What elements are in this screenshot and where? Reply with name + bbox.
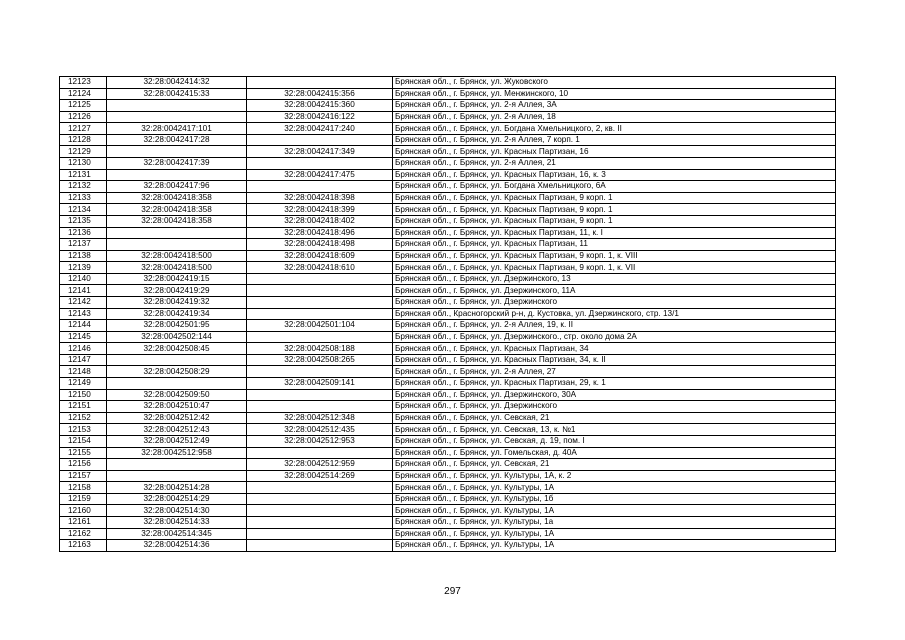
cadastral-number-cell: 32:28:0042419:29: [107, 285, 247, 297]
row-number-cell: 12153: [60, 424, 107, 436]
related-cadastral-number-cell: [247, 516, 393, 528]
table-row: [60, 412, 836, 424]
table-row: [60, 435, 836, 447]
address-cell: Брянская обл., г. Брянск, ул. 2-я Аллея, 19, к. II: [393, 320, 836, 332]
related-cadastral-number-cell: 32:28:0042508:265: [247, 354, 393, 366]
cadastral-table: [59, 76, 836, 552]
cadastral-number-cell: 32:28:0042417:39: [107, 158, 247, 170]
table-row: [60, 262, 836, 274]
row-number-cell: 12125: [60, 100, 107, 112]
address-cell: Брянская обл., г. Брянск, ул. Дзержинского, 11А: [393, 285, 836, 297]
related-cadastral-number-cell: [247, 389, 393, 401]
row-number-cell: 12134: [60, 204, 107, 216]
address-cell: Брянская обл., г. Брянск, ул. Культуры, 1А: [393, 540, 836, 552]
address-cell: Брянская обл., г. Брянск, ул. Культуры, 1А: [393, 482, 836, 494]
address-cell: Брянская обл., г. Брянск, ул. Красных Партизан, 16: [393, 146, 836, 158]
row-number-cell: 12127: [60, 123, 107, 135]
table-body: [60, 77, 836, 552]
row-number-cell: 12142: [60, 296, 107, 308]
row-number-cell: 12147: [60, 354, 107, 366]
row-number-cell: 12128: [60, 134, 107, 146]
cadastral-number-cell: [107, 169, 247, 181]
cadastral-number-cell: 32:28:0042514:28: [107, 482, 247, 494]
cadastral-number-cell: 32:28:0042414:32: [107, 77, 247, 89]
row-number-cell: 12135: [60, 215, 107, 227]
cadastral-number-cell: 32:28:0042512:43: [107, 424, 247, 436]
address-cell: Брянская обл., г. Брянск, ул. Красных Партизан, 11: [393, 239, 836, 251]
table-row: [60, 424, 836, 436]
table-row: [60, 134, 836, 146]
related-cadastral-number-cell: 32:28:0042415:356: [247, 88, 393, 100]
table-row: [60, 308, 836, 320]
cadastral-number-cell: 32:28:0042512:49: [107, 435, 247, 447]
page-number: 297: [444, 586, 461, 597]
cadastral-number-cell: 32:28:0042514:29: [107, 493, 247, 505]
address-cell: Брянская обл., г. Брянск, ул. Культуры, 1А: [393, 528, 836, 540]
related-cadastral-number-cell: 32:28:0042418:498: [247, 239, 393, 251]
cadastral-number-cell: 32:28:0042508:45: [107, 343, 247, 355]
cadastral-number-cell: [107, 239, 247, 251]
cadastral-number-cell: 32:28:0042514:30: [107, 505, 247, 517]
address-cell: Брянская обл., г. Брянск, ул. 2-я Аллея, 7 корп. 1: [393, 134, 836, 146]
row-number-cell: 12141: [60, 285, 107, 297]
row-number-cell: 12150: [60, 389, 107, 401]
table-row: [60, 100, 836, 112]
address-cell: Брянская обл., г. Брянск, ул. Красных Партизан, 34, к. II: [393, 354, 836, 366]
table-row: [60, 204, 836, 216]
address-cell: Брянская обл., г. Брянск, ул. Красных Партизан, 11, к. I: [393, 227, 836, 239]
table-row: [60, 123, 836, 135]
related-cadastral-number-cell: [247, 528, 393, 540]
cadastral-number-cell: [107, 378, 247, 390]
row-number-cell: 12129: [60, 146, 107, 158]
row-number-cell: 12157: [60, 470, 107, 482]
row-number-cell: 12158: [60, 482, 107, 494]
row-number-cell: 12163: [60, 540, 107, 552]
table-row: [60, 77, 836, 89]
related-cadastral-number-cell: 32:28:0042512:435: [247, 424, 393, 436]
table-row: [60, 528, 836, 540]
table-row: [60, 401, 836, 413]
related-cadastral-number-cell: [247, 308, 393, 320]
cadastral-number-cell: [107, 111, 247, 123]
table-row: [60, 239, 836, 251]
address-cell: Брянская обл., г. Брянск, ул. Менжинского, 10: [393, 88, 836, 100]
table-row: [60, 88, 836, 100]
row-number-cell: 12161: [60, 516, 107, 528]
address-cell: Брянская обл., г. Брянск, ул. Красных Партизан, 9 корп. 1, к. VIII: [393, 250, 836, 262]
address-cell: Брянская обл., Красногорский р-н, д. Кустовка, ул. Дзержинского, стр. 13/1: [393, 308, 836, 320]
address-cell: Брянская обл., г. Брянск, ул. Культуры, 1А, к. 2: [393, 470, 836, 482]
related-cadastral-number-cell: 32:28:0042512:348: [247, 412, 393, 424]
cadastral-number-cell: 32:28:0042418:358: [107, 204, 247, 216]
related-cadastral-number-cell: 32:28:0042418:402: [247, 215, 393, 227]
cadastral-number-cell: 32:28:0042514:345: [107, 528, 247, 540]
related-cadastral-number-cell: 32:28:0042512:953: [247, 435, 393, 447]
address-cell: Брянская обл., г. Брянск, ул. Красных Партизан, 9 корп. 1: [393, 192, 836, 204]
related-cadastral-number-cell: [247, 181, 393, 193]
cadastral-number-cell: 32:28:0042418:358: [107, 192, 247, 204]
row-number-cell: 12149: [60, 378, 107, 390]
cadastral-number-cell: [107, 470, 247, 482]
related-cadastral-number-cell: [247, 366, 393, 378]
table-row: [60, 343, 836, 355]
table-row: [60, 192, 836, 204]
address-cell: Брянская обл., г. Брянск, ул. Севская, 13, к. №1: [393, 424, 836, 436]
row-number-cell: 12151: [60, 401, 107, 413]
row-number-cell: 12132: [60, 181, 107, 193]
cadastral-number-cell: 32:28:0042418:500: [107, 250, 247, 262]
cadastral-number-cell: 32:28:0042418:500: [107, 262, 247, 274]
row-number-cell: 12160: [60, 505, 107, 517]
table-row: [60, 250, 836, 262]
related-cadastral-number-cell: [247, 401, 393, 413]
address-cell: Брянская обл., г. Брянск, ул. 2-я Аллея, 18: [393, 111, 836, 123]
address-cell: Брянская обл., г. Брянск, ул. Дзержинского, 30А: [393, 389, 836, 401]
related-cadastral-number-cell: [247, 158, 393, 170]
row-number-cell: 12159: [60, 493, 107, 505]
row-number-cell: 12145: [60, 331, 107, 343]
cadastral-number-cell: 32:28:0042509:50: [107, 389, 247, 401]
table-row: [60, 227, 836, 239]
related-cadastral-number-cell: [247, 540, 393, 552]
cadastral-number-cell: 32:28:0042508:29: [107, 366, 247, 378]
cadastral-number-cell: 32:28:0042514:36: [107, 540, 247, 552]
row-number-cell: 12156: [60, 459, 107, 471]
table-row: [60, 169, 836, 181]
table-row: [60, 111, 836, 123]
row-number-cell: 12162: [60, 528, 107, 540]
related-cadastral-number-cell: 32:28:0042508:188: [247, 343, 393, 355]
address-cell: Брянская обл., г. Брянск, ул. Красных Партизан, 9 корп. 1, к. VII: [393, 262, 836, 274]
related-cadastral-number-cell: 32:28:0042501:104: [247, 320, 393, 332]
row-number-cell: 12133: [60, 192, 107, 204]
related-cadastral-number-cell: 32:28:0042418:398: [247, 192, 393, 204]
related-cadastral-number-cell: 32:28:0042417:240: [247, 123, 393, 135]
row-number-cell: 12154: [60, 435, 107, 447]
table-row: [60, 146, 836, 158]
address-cell: Брянская обл., г. Брянск, ул. 2-я Аллея, 27: [393, 366, 836, 378]
table-row: [60, 482, 836, 494]
related-cadastral-number-cell: [247, 447, 393, 459]
related-cadastral-number-cell: 32:28:0042418:610: [247, 262, 393, 274]
address-cell: Брянская обл., г. Брянск, ул. Жуковского: [393, 77, 836, 89]
related-cadastral-number-cell: [247, 273, 393, 285]
row-number-cell: 12138: [60, 250, 107, 262]
cadastral-number-cell: 32:28:0042510:47: [107, 401, 247, 413]
table-row: [60, 273, 836, 285]
cadastral-number-cell: 32:28:0042512:42: [107, 412, 247, 424]
cadastral-number-cell: [107, 459, 247, 471]
related-cadastral-number-cell: [247, 77, 393, 89]
row-number-cell: 12126: [60, 111, 107, 123]
address-cell: Брянская обл., г. Брянск, ул. Богдана Хмельницкого, 2, кв. II: [393, 123, 836, 135]
related-cadastral-number-cell: 32:28:0042418:399: [247, 204, 393, 216]
address-cell: Брянская обл., г. Брянск, ул. Севская, 21: [393, 412, 836, 424]
table-row: [60, 331, 836, 343]
row-number-cell: 12144: [60, 320, 107, 332]
table-row: [60, 215, 836, 227]
cadastral-number-cell: 32:28:0042501:95: [107, 320, 247, 332]
related-cadastral-number-cell: 32:28:0042417:475: [247, 169, 393, 181]
address-cell: Брянская обл., г. Брянск, ул. Дзержинского, 13: [393, 273, 836, 285]
address-cell: Брянская обл., г. Брянск, ул. Культуры, 1А: [393, 505, 836, 517]
address-cell: Брянская обл., г. Брянск, ул. Красных Партизан, 9 корп. 1: [393, 215, 836, 227]
address-cell: Брянская обл., г. Брянск, ул. Красных Партизан, 34: [393, 343, 836, 355]
table-row: [60, 389, 836, 401]
table-row: [60, 285, 836, 297]
row-number-cell: 12155: [60, 447, 107, 459]
row-number-cell: 12130: [60, 158, 107, 170]
table-row: [60, 540, 836, 552]
table-row: [60, 181, 836, 193]
related-cadastral-number-cell: 32:28:0042418:609: [247, 250, 393, 262]
address-cell: Брянская обл., г. Брянск, ул. Севская, д. 19, пом. I: [393, 435, 836, 447]
cadastral-number-cell: 32:28:0042419:34: [107, 308, 247, 320]
cadastral-number-cell: 32:28:0042417:28: [107, 134, 247, 146]
table-row: [60, 320, 836, 332]
row-number-cell: 12140: [60, 273, 107, 285]
table-row: [60, 493, 836, 505]
address-cell: Брянская обл., г. Брянск, ул. 2-я Аллея, 3А: [393, 100, 836, 112]
row-number-cell: 12139: [60, 262, 107, 274]
row-number-cell: 12152: [60, 412, 107, 424]
cadastral-number-cell: [107, 354, 247, 366]
related-cadastral-number-cell: 32:28:0042509:141: [247, 378, 393, 390]
row-number-cell: 12146: [60, 343, 107, 355]
table-row: [60, 354, 836, 366]
address-cell: Брянская обл., г. Брянск, ул. Дзержинского., стр. около дома 2А: [393, 331, 836, 343]
table-row: [60, 516, 836, 528]
cadastral-number-cell: 32:28:0042502:144: [107, 331, 247, 343]
address-cell: Брянская обл., г. Брянск, ул. Богдана Хмельницкого, 6А: [393, 181, 836, 193]
table-row: [60, 366, 836, 378]
address-cell: Брянская обл., г. Брянск, ул. Севская, 21: [393, 459, 836, 471]
row-number-cell: 12131: [60, 169, 107, 181]
row-number-cell: 12123: [60, 77, 107, 89]
cadastral-number-cell: 32:28:0042419:32: [107, 296, 247, 308]
row-number-cell: 12143: [60, 308, 107, 320]
table-row: [60, 378, 836, 390]
cadastral-number-cell: 32:28:0042417:96: [107, 181, 247, 193]
related-cadastral-number-cell: [247, 285, 393, 297]
cadastral-number-cell: [107, 227, 247, 239]
address-cell: Брянская обл., г. Брянск, ул. Дзержинского: [393, 296, 836, 308]
cadastral-number-cell: [107, 100, 247, 112]
table-row: [60, 470, 836, 482]
related-cadastral-number-cell: [247, 296, 393, 308]
cadastral-number-cell: 32:28:0042512:958: [107, 447, 247, 459]
related-cadastral-number-cell: 32:28:0042415:360: [247, 100, 393, 112]
cadastral-number-cell: 32:28:0042514:33: [107, 516, 247, 528]
table-row: [60, 447, 836, 459]
related-cadastral-number-cell: [247, 134, 393, 146]
address-cell: Брянская обл., г. Брянск, ул. Красных Партизан, 29, к. 1: [393, 378, 836, 390]
address-cell: Брянская обл., г. Брянск, ул. Гомельская, д. 40А: [393, 447, 836, 459]
related-cadastral-number-cell: 32:28:0042512:959: [247, 459, 393, 471]
row-number-cell: 12136: [60, 227, 107, 239]
related-cadastral-number-cell: 32:28:0042514:269: [247, 470, 393, 482]
table-row: [60, 296, 836, 308]
related-cadastral-number-cell: [247, 482, 393, 494]
row-number-cell: 12124: [60, 88, 107, 100]
table-row: [60, 505, 836, 517]
table-row: [60, 158, 836, 170]
related-cadastral-number-cell: [247, 493, 393, 505]
cadastral-number-cell: 32:28:0042417:101: [107, 123, 247, 135]
table-row: [60, 459, 836, 471]
related-cadastral-number-cell: 32:28:0042418:496: [247, 227, 393, 239]
address-cell: Брянская обл., г. Брянск, ул. Красных Партизан, 9 корп. 1: [393, 204, 836, 216]
address-cell: Брянская обл., г. Брянск, ул. 2-я Аллея, 21: [393, 158, 836, 170]
cadastral-number-cell: 32:28:0042415:33: [107, 88, 247, 100]
address-cell: Брянская обл., г. Брянск, ул. Красных Партизан, 16, к. 3: [393, 169, 836, 181]
related-cadastral-number-cell: 32:28:0042417:349: [247, 146, 393, 158]
address-cell: Брянская обл., г. Брянск, ул. Дзержинского: [393, 401, 836, 413]
cadastral-number-cell: 32:28:0042419:15: [107, 273, 247, 285]
related-cadastral-number-cell: 32:28:0042416:122: [247, 111, 393, 123]
address-cell: Брянская обл., г. Брянск, ул. Культуры, 1б: [393, 493, 836, 505]
address-cell: Брянская обл., г. Брянск, ул. Культуры, 1а: [393, 516, 836, 528]
cadastral-number-cell: [107, 146, 247, 158]
cadastral-number-cell: 32:28:0042418:358: [107, 215, 247, 227]
related-cadastral-number-cell: [247, 331, 393, 343]
row-number-cell: 12137: [60, 239, 107, 251]
row-number-cell: 12148: [60, 366, 107, 378]
related-cadastral-number-cell: [247, 505, 393, 517]
